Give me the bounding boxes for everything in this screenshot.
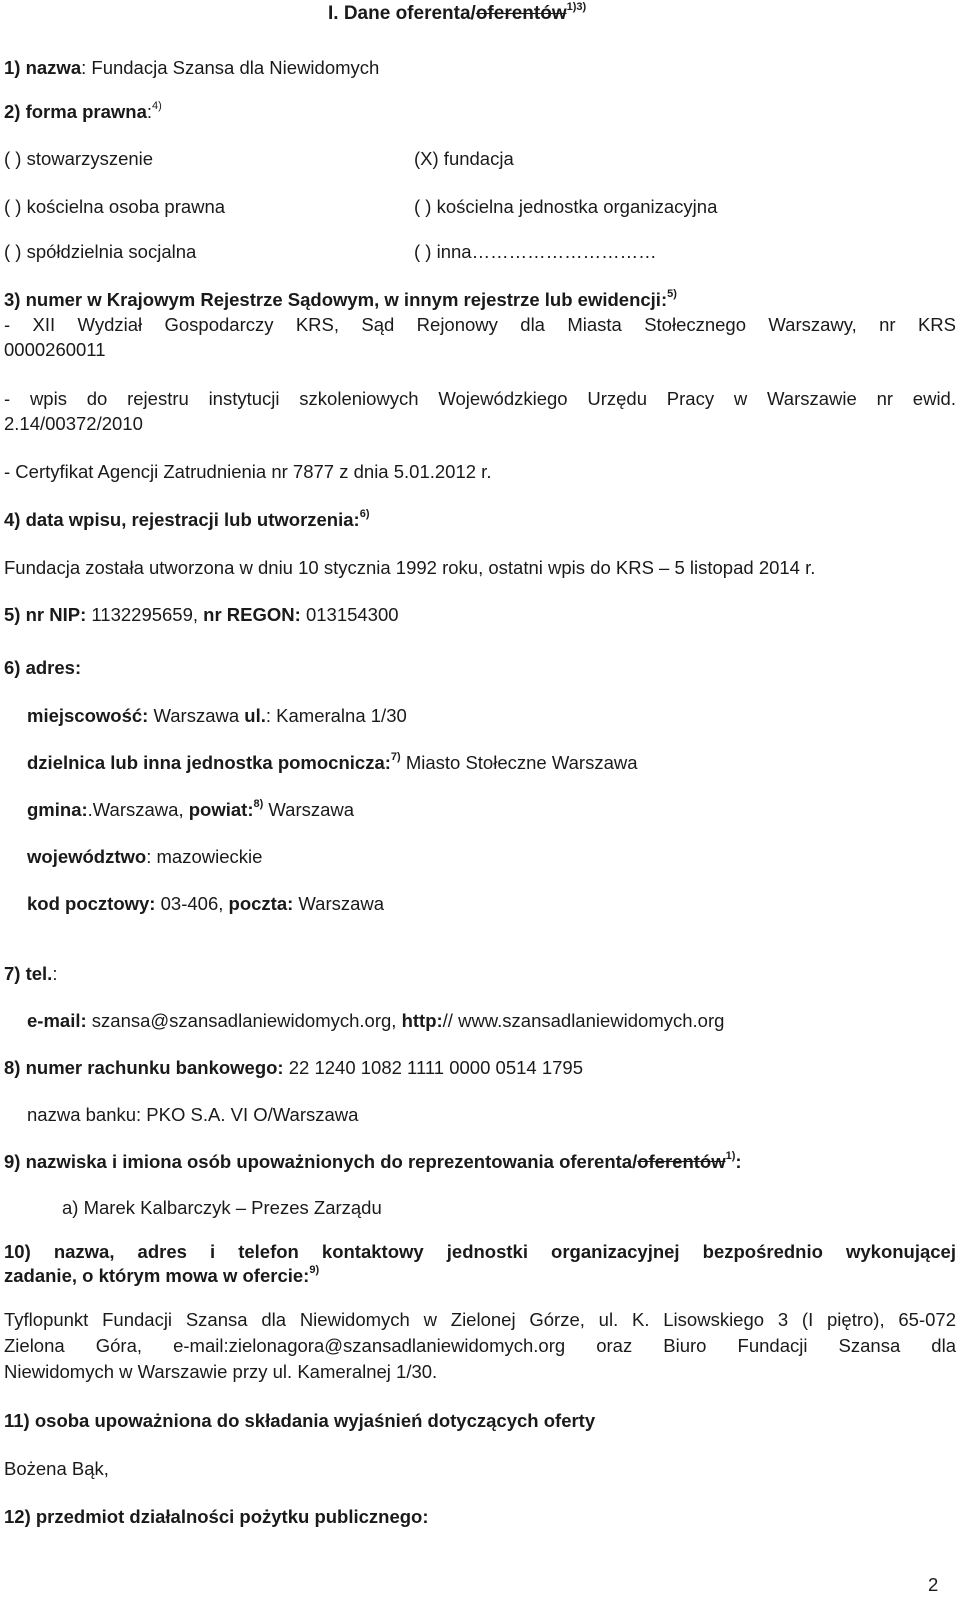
- date-value: Fundacja została utworzona w dniu 10 stycznia 1992 roku, ostatni wpis do KRS – 5 listopad 2014 r.: [4, 557, 816, 578]
- address-district: dzielnica lub inna jednostka pomocnicza:$^{7)}$ Miasto Stołeczne Warszawa: [27, 750, 638, 773]
- item-nip-regon: 5) nr NIP: 1132295659, nr REGON: 013154300: [4, 604, 399, 625]
- item-representatives-heading: 9) nazwiska i imiona osób upoważnionych do reprezentowania oferenta/oferentów$^{1)}$:: [4, 1149, 742, 1172]
- option-fundacja: (X) fundacja: [414, 148, 514, 169]
- item-address-heading: 6) adres:: [4, 657, 82, 678]
- option-koscielna-jednostka: ( ) kościelna jednostka organizacyjna: [414, 196, 718, 217]
- item-unit-heading-line1: 10) nazwa, adres i telefon kontaktowy jednostki organizacyjnej bezpośrednio wykonującej: [4, 1241, 956, 1262]
- item-bank-account: 8) numer rachunku bankowego: 22 1240 1082 1111 0000 0514 1795: [4, 1057, 583, 1078]
- item-unit-heading-line2: zadanie, o którym mowa w ofercie:$^{9)}$: [4, 1263, 320, 1286]
- certificate-line: - Certyfikat Agencji Zatrudnienia nr 7877 z dnia 5.01.2012 r.: [4, 461, 492, 482]
- contact-person: Bożena Bąk,: [4, 1458, 109, 1479]
- item-public-benefit-heading: 12) przedmiot działalności pożytku publicznego:: [4, 1506, 429, 1527]
- wup-line: - wpis do rejestru instytucji szkoleniowych Wojewódzkiego Urzędu Pracy w Warszawie nr ewid.: [4, 388, 956, 409]
- option-stowarzyszenie: ( ) stowarzyszenie: [4, 148, 154, 169]
- item-date-heading: 4) data wpisu, rejestracji lub utworzenia:$^{6)}$: [4, 507, 370, 530]
- address-postal: kod pocztowy: 03-406, poczta: Warszawa: [27, 893, 385, 914]
- unit-text-line3: Niewidomych w Warszawie przy ul. Kameralnej 1/30.: [4, 1361, 438, 1382]
- contact-email-web: e-mail: szansa@szansadlaniewidomych.org, http:// www.szansadlaniewidomych.org: [27, 1010, 725, 1031]
- item-name: 1) nazwa: Fundacja Szansa dla Niewidomych: [4, 57, 380, 78]
- item-legal-form: 2) forma prawna:$^{4)}$: [4, 99, 162, 122]
- wup-number: 2.14/00372/2010: [4, 413, 143, 434]
- unit-text-line1: Tyflopunkt Fundacji Szansa dla Niewidomych w Zielonej Górze, ul. K. Lisowskiego 3 (I piętro), 65-072: [4, 1309, 956, 1330]
- address-voivodeship: województwo: mazowieckie: [27, 846, 263, 867]
- krs-line: - XII Wydział Gospodarczy KRS, Sąd Rejonowy dla Miasta Stołecznego Warszawy, nr KRS: [4, 314, 956, 335]
- page-number: 2: [928, 1574, 939, 1595]
- address-gmina-powiat: gmina:.Warszawa, powiat:$^{8)}$ Warszawa: [27, 797, 355, 820]
- bank-name: nazwa banku: PKO S.A. VI O/Warszawa: [27, 1104, 359, 1125]
- option-spoldzielnia: ( ) spółdzielnia socjalna: [4, 241, 197, 262]
- item-contact-person-heading: 11) osoba upoważniona do składania wyjaśnień dotyczących oferty: [4, 1410, 596, 1431]
- unit-text-line2: Zielona Góra, e-mail:zielonagora@szansadlaniewidomych.org oraz Biuro Fundacji Szansa dla: [4, 1335, 956, 1356]
- representative-person: a) Marek Kalbarczyk – Prezes Zarządu: [62, 1197, 382, 1218]
- krs-number: 0000260011: [4, 339, 106, 360]
- address-city-street: miejscowość: Warszawa ul.: Kameralna 1/30: [27, 705, 407, 726]
- section-title: I. Dane oferenta/oferentów$^{1)3)}$: [328, 0, 587, 24]
- option-inna: ( ) inna…………………………: [414, 241, 657, 262]
- option-koscielna-osoba: ( ) kościelna osoba prawna: [4, 196, 226, 217]
- item-phone-heading: 7) tel.:: [4, 963, 58, 984]
- item-krs-heading: 3) numer w Krajowym Rejestrze Sądowym, w innym rejestrze lub ewidencji:$^{5)}$: [4, 287, 677, 310]
